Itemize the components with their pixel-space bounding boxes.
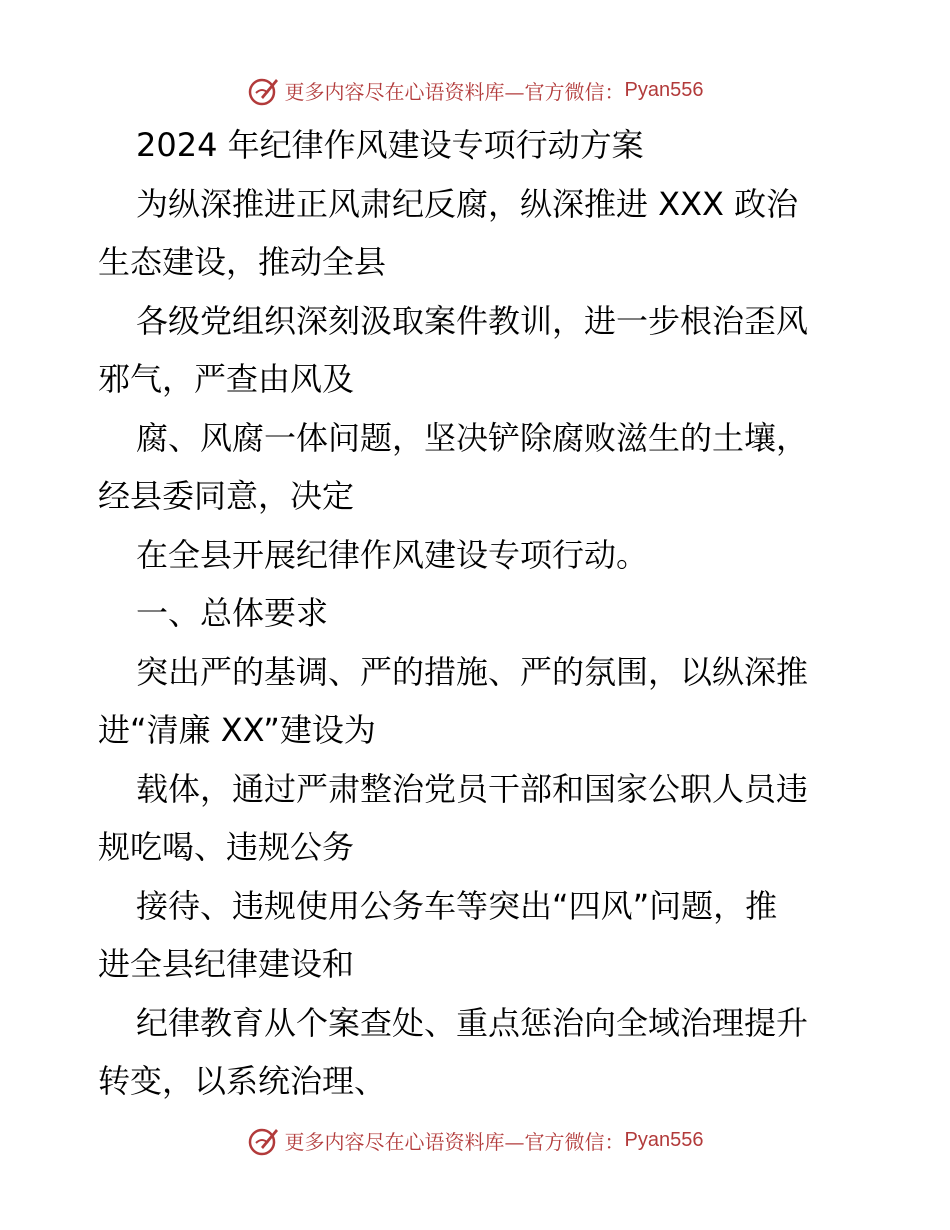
paragraph-line: 一、总体要求 bbox=[136, 594, 329, 632]
banner-text: 更多内容尽在心语资料库—官方微信： bbox=[284, 1129, 625, 1154]
document-title: 2024 年纪律作风建设专项行动方案 bbox=[136, 126, 644, 164]
header-banner bbox=[0, 70, 950, 110]
banner-wechat-id: Pyan556 bbox=[624, 78, 704, 101]
paragraph-line: 为纵深推进正风肃纪反腐，纵深推进 XXX 政治 bbox=[136, 184, 799, 223]
paragraph-line: 载体，通过严肃整治党员干部和国家公职人员违 bbox=[136, 769, 809, 808]
paragraph-line: 邪气，严查由风及 bbox=[98, 360, 355, 398]
paragraph-line: 突出严的基调、严的措施、严的氛围，以纵深推 bbox=[136, 652, 809, 691]
pen-logo-icon bbox=[247, 1123, 281, 1157]
paragraph-line: 经县委同意，决定 bbox=[98, 477, 355, 515]
banner-text: 更多内容尽在心语资料库—官方微信： bbox=[284, 79, 625, 104]
paragraph-line: 转变，以系统治理、 bbox=[98, 1062, 387, 1100]
banner-wechat-id: Pyan556 bbox=[624, 1128, 704, 1151]
paragraph-line: 纪律教育从个案查处、重点惩治向全域治理提升 bbox=[136, 1003, 809, 1042]
pen-logo-icon bbox=[247, 73, 281, 107]
paragraph-line: 接待、违规使用公务车等突出“四风”问题，推 bbox=[136, 886, 778, 925]
paragraph-line: 规吃喝、违规公务 bbox=[98, 828, 355, 866]
paragraph-line: 生态建设，推动全县 bbox=[98, 243, 387, 281]
paragraph-line: 进“清廉 XX”建设为 bbox=[98, 711, 376, 749]
paragraph-line: 腐、风腐一体问题，坚决铲除腐败滋生的土壤， bbox=[136, 418, 809, 457]
paragraph-line: 在全县开展纪律作风建设专项行动。 bbox=[136, 535, 649, 574]
footer-banner bbox=[0, 1120, 950, 1160]
paragraph-line: 各级党组织深刻汲取案件教训，进一步根治歪风 bbox=[136, 301, 809, 340]
paragraph-line: 进全县纪律建设和 bbox=[98, 945, 355, 983]
